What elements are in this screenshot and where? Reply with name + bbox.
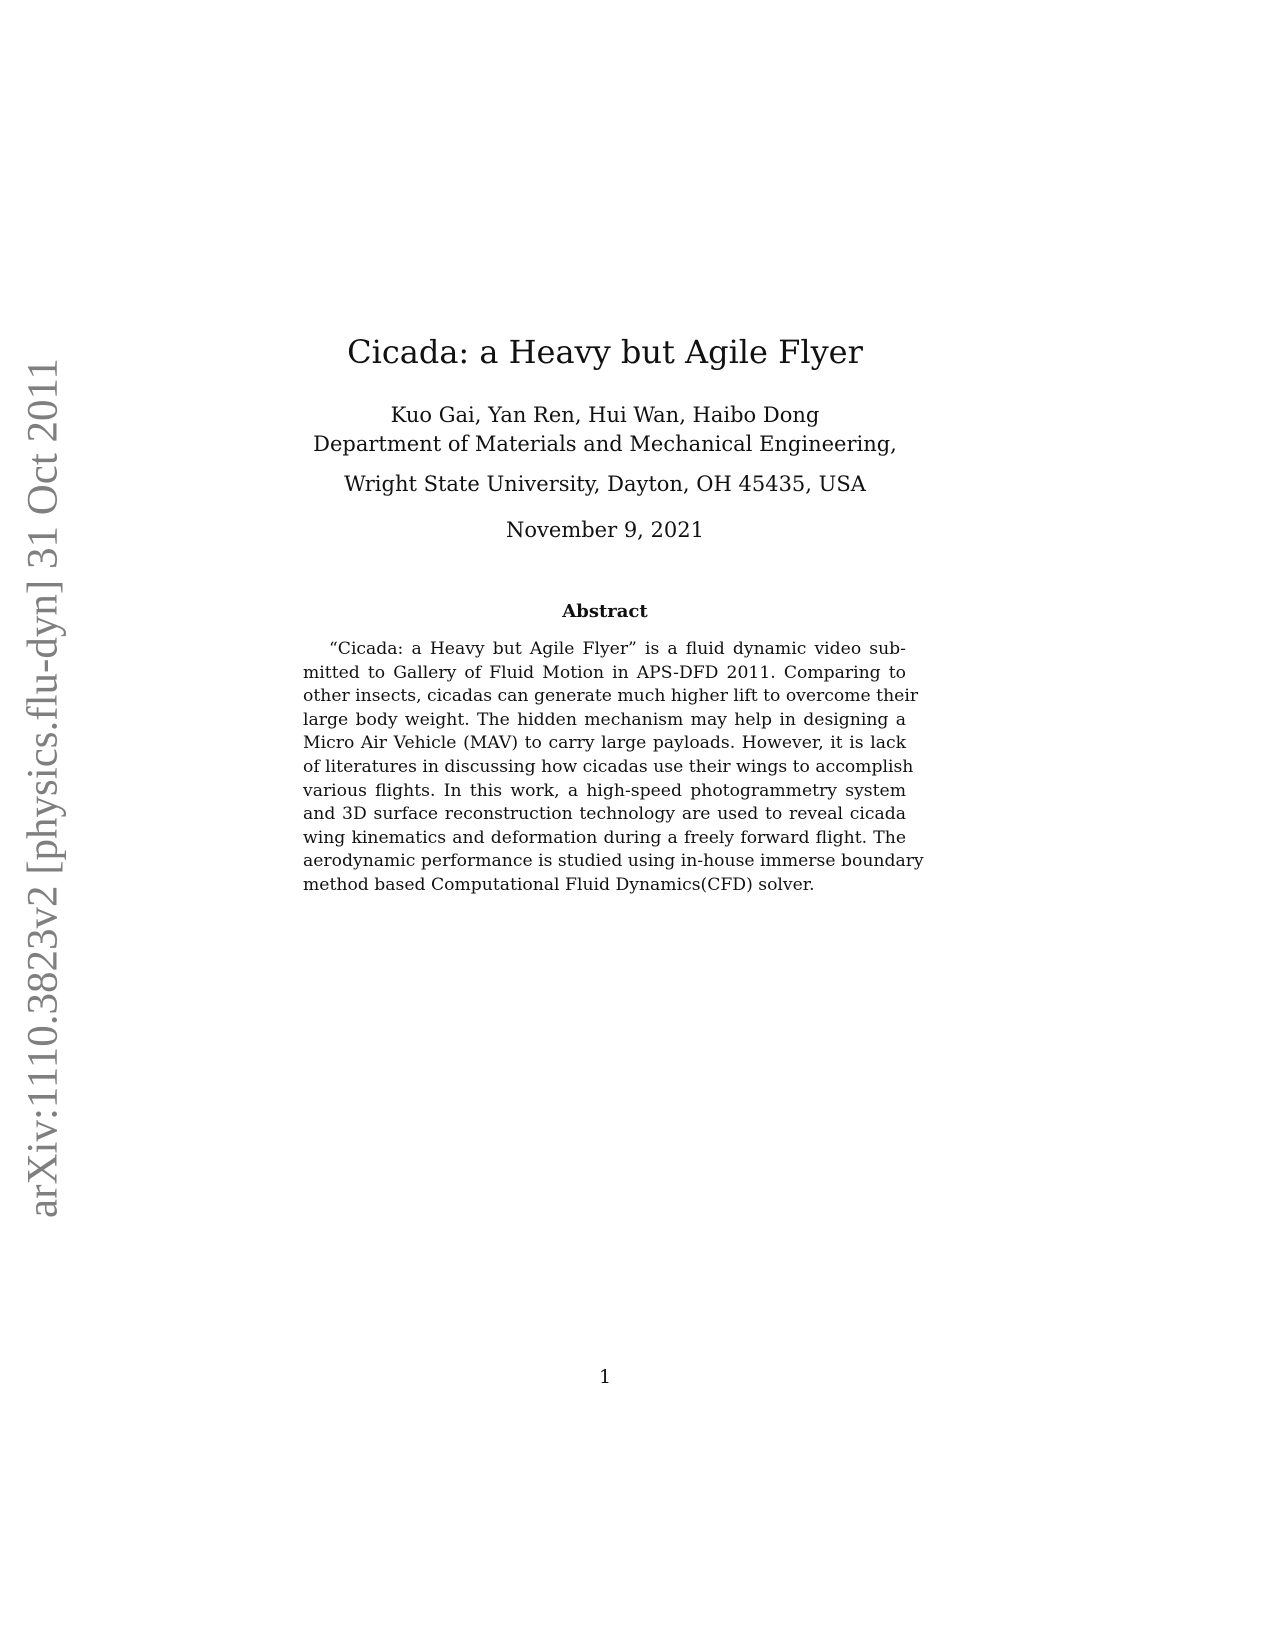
- abstract-line: large body weight. The hidden mechanism may help in designing a: [303, 709, 906, 730]
- abstract-line: method based Computational Fluid Dynamics(CFD) solver.: [303, 874, 815, 895]
- authors: Kuo Gai, Yan Ren, Hui Wan, Haibo Dong: [390, 403, 820, 427]
- abstract-line: mitted to Gallery of Fluid Motion in APS-DFD 2011. Comparing to: [303, 662, 906, 683]
- abstract-line: of literatures in discussing how cicadas use their wings to accomplish: [303, 756, 914, 777]
- abstract-line: wing kinematics and deformation during a freely forward flight. The: [303, 827, 906, 848]
- abstract-line: “Cicada: a Heavy but Agile Flyer” is a fluid dynamic video sub-: [329, 639, 906, 659]
- department: Department of Materials and Mechanical Engineering,: [313, 432, 897, 456]
- abstract-line: Micro Air Vehicle (MAV) to carry large payloads. However, it is lack: [303, 733, 906, 754]
- paper-title: Cicada: a Heavy but Agile Flyer: [347, 333, 863, 371]
- abstract-line: and 3D surface reconstruction technology are used to reveal cicada: [303, 804, 906, 825]
- abstract-line: other insects, cicadas can generate much higher lift to overcome their: [303, 686, 919, 707]
- abstract-line: various flights. In this work, a high-speed photogrammetry system: [303, 780, 906, 801]
- abstract-line: aerodynamic performance is studied using in-house immerse boundary: [303, 851, 924, 872]
- abstract-body: [303, 638, 924, 898]
- affiliation: Wright State University, Dayton, OH 45435, USA: [344, 472, 866, 496]
- abstract-heading: Abstract: [562, 601, 648, 622]
- date: November 9, 2021: [506, 518, 704, 542]
- arxiv-stamp: arXiv:1110.3823v2 [physics.flu-dyn] 31 Oct 2011: [19, 358, 67, 1218]
- page-number: 1: [598, 1366, 612, 1388]
